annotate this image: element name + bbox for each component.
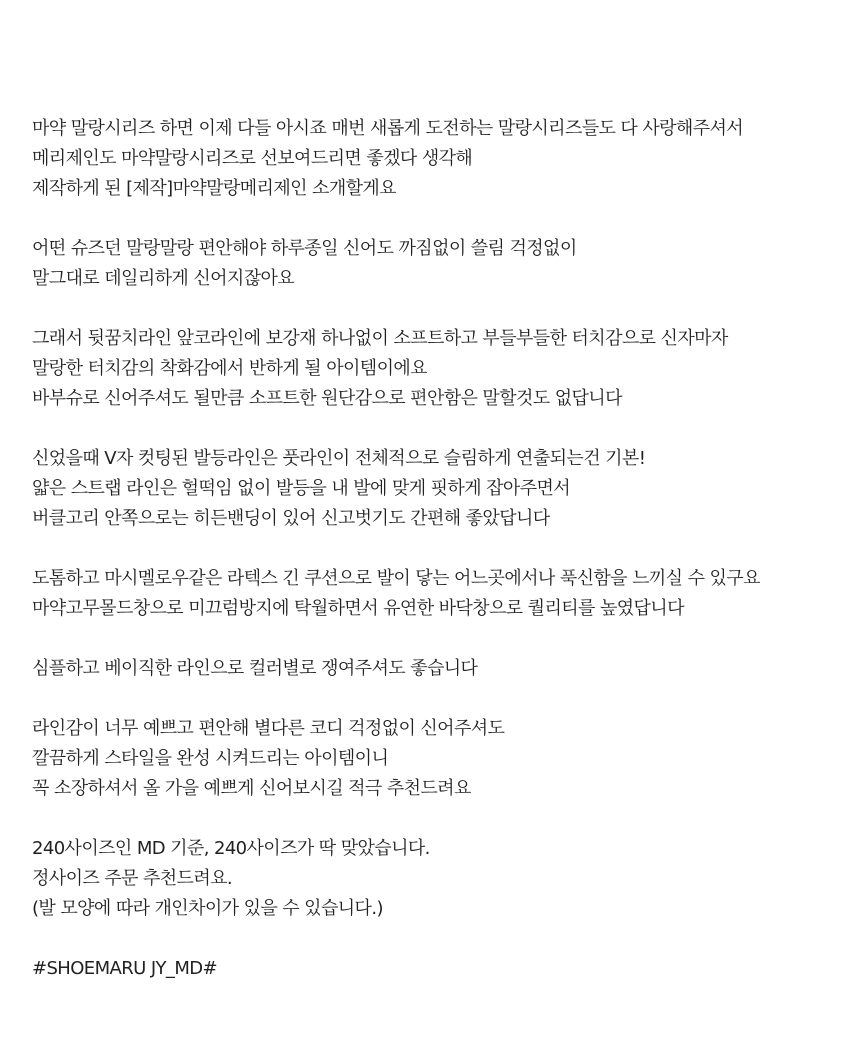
text-line: 바부슈로 신어주셔도 될만큼 소프트한 원단감으로 편안함은 말할것도 없답니다 [32, 388, 622, 409]
text-line: 마약고무몰드창으로 미끄럼방지에 탁월하면서 유연한 바닥창으로 퀄리티를 높였답니다 [32, 598, 684, 619]
text-line: 버클고리 안쪽으로는 히든밴딩이 있어 신고벗기도 간편해 좋았답니다 [32, 508, 550, 529]
text-line: 메리제인도 마약말랑시리즈로 선보여드리면 좋겠다 생각해 [32, 148, 473, 169]
size-paragraph [32, 834, 832, 924]
text-line: 도톰하고 마시멜로우같은 라텍스 긴 쿠션으로 발이 닿는 어느곳에서나 푹신함을 느끼실 수 있구요 [32, 568, 760, 589]
text-line: 그래서 뒷꿈치라인 앞코라인에 보강재 하나없이 소프트하고 부들부들한 터치감으로 신자마자 [32, 328, 728, 349]
text-line: 마약 말랑시리즈 하면 이제 다들 아시죠 매번 새롭게 도전하는 말랑시리즈들도 다 사랑해주셔서 [32, 118, 744, 139]
hashtag-signature: #SHOEMARU JY_MD# [32, 958, 218, 979]
text-line: 깔끔하게 스타일을 완성 시켜드리는 아이템이니 [32, 748, 389, 769]
text-line: 얇은 스트랩 라인은 헐떡임 없이 발등을 내 발에 맞게 핏하게 잡아주면서 [32, 478, 571, 499]
cushion-paragraph [32, 564, 832, 624]
text-line: 240사이즈인 MD 기준, 240사이즈가 딱 맞았습니다. [32, 838, 430, 859]
text-line: 심플하고 베이직한 라인으로 컬러별로 쟁여주셔도 좋습니다 [32, 658, 478, 679]
text-line: 어떤 슈즈던 말랑말랑 편안해야 하루종일 신어도 까짐없이 쓸림 걱정없이 [32, 238, 577, 259]
color-paragraph [32, 654, 832, 684]
text-line: 꼭 소장하셔서 올 가을 예쁘게 신어보시길 적극 추천드려요 [32, 778, 471, 799]
text-line: 말그대로 데일리하게 신어지잖아요 [32, 268, 295, 289]
design-paragraph [32, 444, 832, 534]
intro-paragraph [32, 114, 832, 204]
text-line: (발 모양에 따라 개인차이가 있을 수 있습니다.) [32, 898, 383, 919]
comfort-paragraph [32, 234, 832, 294]
touch-paragraph [32, 324, 832, 414]
text-line: 정사이즈 주문 추천드려요. [32, 868, 233, 889]
text-line: 제작하게 된 [제작]마약말랑메리제인 소개할게요 [32, 178, 396, 199]
text-line: 라인감이 너무 예쁘고 편안해 별다른 코디 걱정없이 신어주셔도 [32, 718, 505, 739]
styling-paragraph [32, 714, 832, 804]
hashtag-paragraph [32, 954, 832, 984]
text-line: 신었을때 V자 컷팅된 발등라인은 풋라인이 전체적으로 슬림하게 연출되는건 기본! [32, 448, 646, 469]
text-line: 말랑한 터치감의 착화감에서 반하게 될 아이템이에요 [32, 358, 427, 379]
product-description [32, 114, 832, 1014]
